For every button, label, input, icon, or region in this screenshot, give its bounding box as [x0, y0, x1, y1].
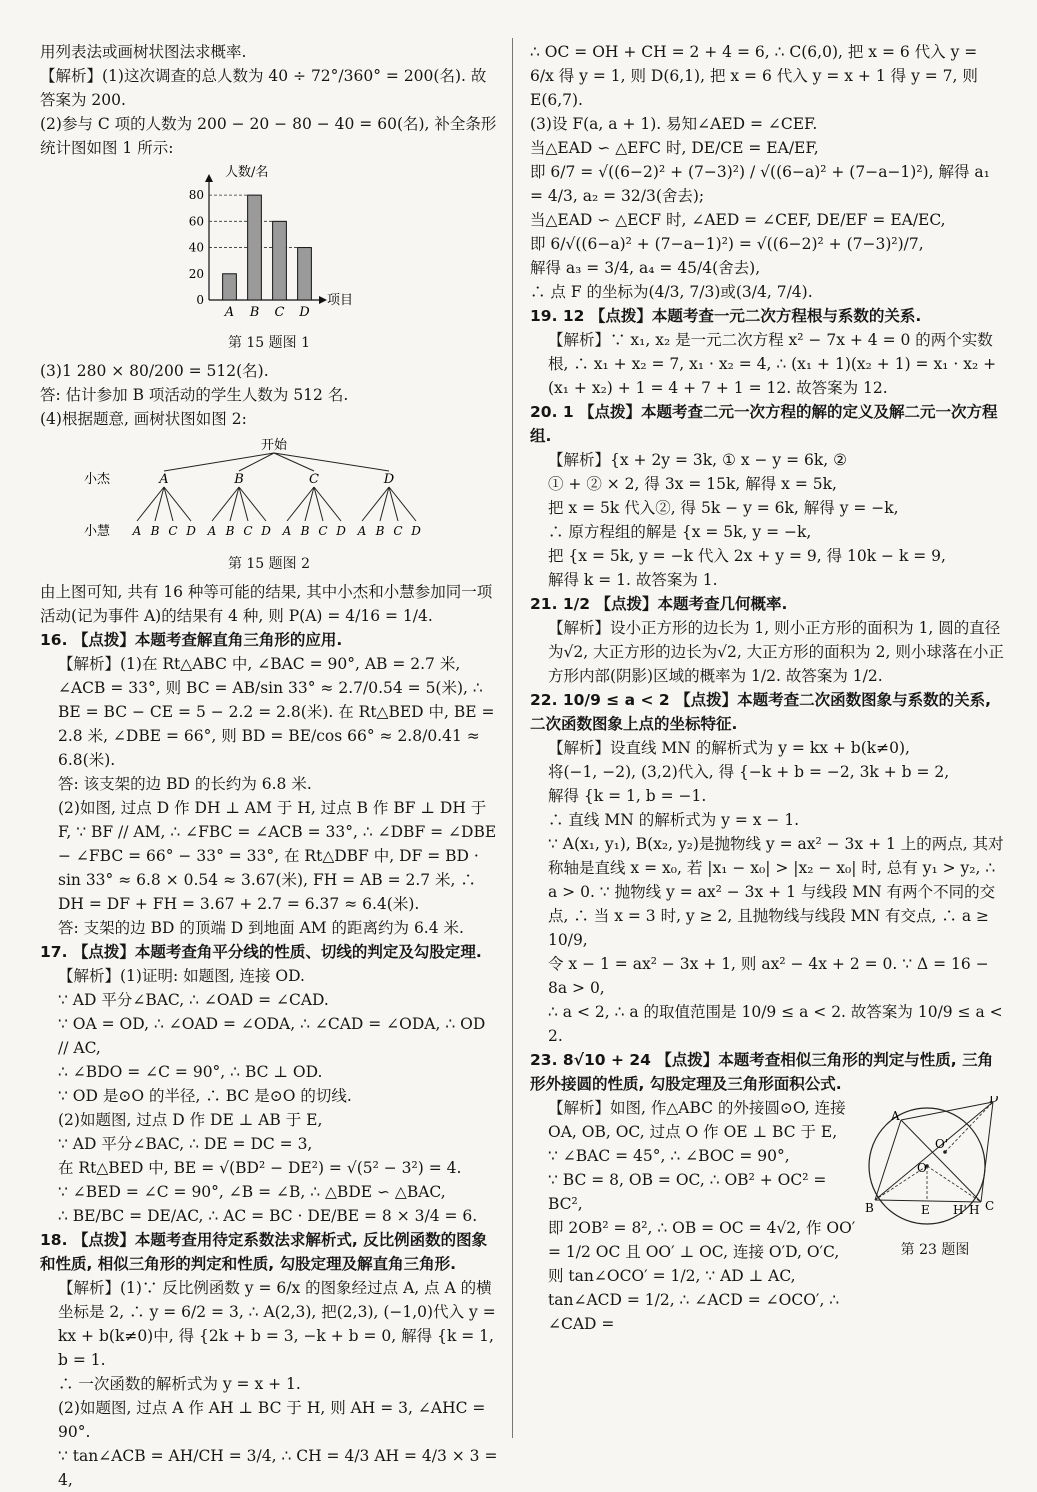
tree-node-level2: D: [336, 524, 346, 538]
text-line: 【解析】(1)∵ 反比例函数 y = 6/x 的图象经过点 A, 点 A 的横坐标是 2, ∴ y = 6/2 = 3, ∴ A(2,3), 把(2,3), (−1,0)代入 y = kx + b(k≠0)中, 得 {2k + b = 3, −k + b = 0, 解得 {k = 1, b = 1.: [58, 1279, 496, 1369]
x-tick-label: C: [274, 305, 285, 320]
label-d: D: [989, 1096, 999, 1105]
tree-node-level1: D: [383, 472, 395, 487]
tree-node-level1: C: [309, 472, 319, 487]
x-tick-label: D: [299, 305, 310, 320]
text-line: (2)如题图, 过点 A 作 AH ⊥ BC 于 H, 则 AH = 3, ∠AHC = 90°.: [58, 1399, 486, 1441]
text-line: 【解析】(1)证明: 如题图, 连接 OD.: [58, 967, 305, 985]
y-tick-label: 60: [188, 214, 204, 229]
y-tick-label: 40: [188, 240, 204, 255]
text-line: ∵ ∠BED = ∠C = 90°, ∠B = ∠B, ∴ △BDE ∽ △BAC,: [58, 1183, 446, 1201]
y-tick-label: 80: [188, 188, 204, 203]
column-divider: [512, 38, 513, 1438]
text-line: ∵ ∠BAC = 45°, ∴ ∠BOC = 90°,: [548, 1147, 790, 1165]
tree-node-level2: A: [282, 524, 292, 538]
bar-chart: [169, 164, 369, 324]
text-line: 答: 估计参加 B 项活动的学生人数为 512 名.: [40, 386, 349, 404]
text-line: ∵ OA = OD, ∴ ∠OAD = ∠ODA, ∴ ∠CAD = ∠ODA, ∴ OD // AC,: [58, 1015, 486, 1057]
left-column: [40, 40, 498, 1492]
text-line: 将(−1, −2), (3,2)代入, 得 {−k + b = −2, 3k + b = 2,: [548, 763, 950, 781]
tree-node-level2: C: [318, 524, 328, 538]
tree-node-level2: A: [357, 524, 367, 538]
text-line: ∴ OC = OH + CH = 2 + 4 = 6, ∴ C(6,0), 把 x = 6 代入 y = 6/x 得 y = 1, 则 D(6,1), 把 x = 6 代入 y = x + 1 得 y = 7, 则 E(6,7).: [530, 43, 978, 109]
label-a: A: [891, 1109, 900, 1123]
tree-node-level2: C: [243, 524, 253, 538]
text-line: (2)参与 C 项的人数为 200 − 20 − 80 − 40 = 60(名), 补全条形统计图如图 1 所示:: [40, 115, 497, 157]
text-line: 用列表法或画树状图法求概率.: [40, 43, 247, 61]
text-line: 即 6/7 = √((6−2)² + (7−3)²) / √((6−a)² + (7−a−1)²), 解得 a₁ = 4/3, a₂ = 32/3(舍去);: [530, 163, 990, 205]
tree-node-level2: C: [168, 524, 178, 538]
tree-root: 开始: [260, 438, 288, 453]
geometry-figure: [865, 1096, 1005, 1262]
text-line: ∵ AD 平分∠BAC, ∴ DE = DC = 3,: [58, 1135, 313, 1153]
tree-node-level2: B: [300, 524, 310, 538]
segment-bc: [875, 1200, 981, 1202]
question-23-body: [530, 1096, 1005, 1336]
label-h-prime: H': [953, 1203, 967, 1217]
text-line: 解得 {k = 1, b = −1.: [548, 787, 707, 805]
text-line: 把 x = 5k 代入②, 得 5k − y = 6k, 解得 y = −k,: [548, 499, 899, 517]
y-axis-arrow: [205, 174, 213, 182]
tree-diagram: [74, 435, 464, 545]
question-23-header: 23. 8√10 + 24 【点拨】本题考查相似三角形的判定与性质, 三角形外接圆的性质, 勾股定理及三角形面积公式.: [530, 1051, 994, 1093]
bar-d: [298, 248, 312, 300]
segment-ad: [901, 1102, 993, 1120]
x-axis-label: 项目: [327, 293, 354, 308]
text-line: 【解析】如图, 作△ABC 的外接圆⊙O, 连接 OA, OB, OC, 过点 O 作 OE ⊥ BC 于 E,: [548, 1099, 846, 1141]
label-c: C: [985, 1199, 995, 1213]
text-line: ∴ 一次函数的解析式为 y = x + 1.: [58, 1375, 301, 1393]
text-line: 即 2OB² = 8², ∴ OB = OC = 4√2, 作 OO′ = 1/2 OC 且 OO′ ⊥ OC, 连接 O′D, O′C,: [548, 1219, 856, 1261]
text-line: (3)1 280 × 80/200 = 512(名).: [40, 362, 269, 380]
bar-b: [248, 195, 262, 300]
label-o: O: [917, 1161, 927, 1175]
text-line: ∴ 点 F 的坐标为(4/3, 7/3)或(3/4, 7/4).: [530, 283, 813, 301]
text-line: (3)设 F(a, a + 1). 易知∠AED = ∠CEF.: [530, 115, 818, 133]
question-23-text: [530, 1096, 860, 1336]
text-line: 当△EAD ∽ △ECF 时, ∠AED = ∠CEF, DE/EF = EA/EC,: [530, 211, 946, 229]
text-line: ∵ OD 是⊙O 的半径, ∴ BC 是⊙O 的切线.: [58, 1087, 352, 1105]
question-18-header: 18. 【点拨】本题考查用待定系数法求解析式, 反比例函数的图象和性质, 相似三角形的判定和性质, 勾股定理及解直角三角形.: [40, 1231, 488, 1273]
right-column: [530, 40, 1005, 1336]
tree-node-level1: A: [159, 472, 169, 487]
bar-chart-figure: [40, 164, 498, 355]
figure-caption: 第 23 题图: [900, 1242, 970, 1258]
text-line: 解得 k = 1. 故答案为 1.: [548, 571, 718, 589]
y-tick-label: 20: [188, 266, 204, 281]
text-line: 【解析】(1)在 Rt△ABC 中, ∠BAC = 90°, AB = 2.7 米, ∠ACB = 33°, 则 BC = AB/sin 33° ≈ 2.7/0.54 = 5(米), ∴ BE = BC − CE = 5 − 2.2 = 2.8(米). 在 Rt△BED 中, BE = 2.8 米, ∠DBE = 66°, 则 BD = BE/cos 66° ≈ 2.8/0.41 ≈ 6.8(米).: [58, 655, 495, 769]
figure-caption: 第 15 题图 2: [227, 556, 311, 572]
tree-node-level2: D: [261, 524, 271, 538]
tree-node-level2: C: [393, 524, 403, 538]
text-line: 当△EAD ∽ △EFC 时, DE/CE = EA/EF,: [530, 139, 819, 157]
text-line: ① + ② × 2, 得 3x = 15k, 解得 x = 5k,: [548, 475, 837, 493]
text-line: 【解析】设直线 MN 的解析式为 y = kx + b(k≠0),: [548, 739, 910, 757]
question-16-header: 16. 【点拨】本题考查解直角三角形的应用.: [40, 631, 343, 649]
text-line: 【解析】{x + 2y = 3k, ① x − y = 6k, ②: [548, 451, 848, 469]
question-21-header: 21. 1/2 【点拨】本题考查几何概率.: [530, 595, 788, 613]
text-line: ∴ 原方程组的解是 {x = 5k, y = −k,: [548, 523, 812, 541]
question-17-header: 17. 【点拨】本题考查角平分线的性质、切线的判定及勾股定理.: [40, 943, 482, 961]
label-h: H: [969, 1203, 980, 1217]
text-line: ∵ A(x₁, y₁), B(x₂, y₂)是抛物线 y = ax² − 3x + 1 上的两点, 其对称轴是直线 x = x₀, 若 |x₁ − x₀| > |x₂ − x₀| 时, 总有 y₁ > y₂, ∴ a > 0. ∵ 抛物线 y = ax² − 3x + 1 与线段 MN 有两个不同的交点, ∴ 当 x = 3 时, y ≥ 2, 且抛物线与线段 MN 有交点, ∴ a ≥ 10/9,: [548, 835, 1004, 949]
tree-node-level1: B: [234, 472, 244, 487]
segment-oc: [927, 1166, 981, 1202]
text-line: ∵ AD 平分∠BAC, ∴ ∠OAD = ∠CAD.: [58, 991, 329, 1009]
segment-ac: [901, 1120, 981, 1202]
question-19-header: 19. 12 【点拨】本题考查一元二次方程根与系数的关系.: [530, 307, 922, 325]
text-line: (2)如图, 过点 D 作 DH ⊥ AM 于 H, 过点 B 作 BF ⊥ DH 于 F, ∵ BF // AM, ∴ ∠FBC = ∠ACB = 33°, ∴ ∠DBF = ∠DBE − ∠FBC = 66° − 33° = 33°, 在 Rt△DBF 中, DF = BD · sin 33° ≈ 6.8 × 0.54 ≈ 3.67(米), FH = AB = 2.7 米, ∴ DH = DF + FH = 3.67 + 2.7 = 6.37 ≈ 6.4(米).: [58, 799, 497, 913]
text-line: 【解析】设小正方形的边长为 1, 则小正方形的面积为 1, 圆的直径为√2, 大正方形的边长为√2, 大正方形的面积为 2, 则小球落在小正方形内部(阴影)区域的概率为 1/2. 故答案为 1/2.: [548, 619, 1004, 685]
text-line: 解得 a₃ = 3/4, a₄ = 45/4(舍去),: [530, 259, 761, 277]
label-b: B: [865, 1201, 874, 1215]
figure-caption: 第 15 题图 1: [227, 335, 311, 351]
text-line: 【解析】∵ x₁, x₂ 是一元二次方程 x² − 7x + 4 = 0 的两个实数根, ∴ x₁ + x₂ = 7, x₁ · x₂ = 4, ∴ (x₁ + 1)(x₂ + 1) = x₁ · x₂ + (x₁ + x₂) + 1 = 4 + 7 + 1 = 12. 故答案为 12.: [548, 331, 997, 397]
label-e: E: [921, 1203, 930, 1217]
text-line: (4)根据题意, 画树状图如图 2:: [40, 410, 247, 428]
text-line: 把 {x = 5k, y = −k 代入 2x + y = 9, 得 10k − k = 9,: [548, 547, 946, 565]
y-axis-label: 人数/名: [225, 165, 269, 180]
tree-node-level2: B: [375, 524, 385, 538]
text-line: 即 6/√((6−a)² + (7−a−1)²) = √((6−2)² + (7−3)²)/7,: [530, 235, 924, 253]
x-tick-label: A: [224, 305, 235, 320]
text-line: 令 x − 1 = ax² − 3x + 1, 则 ax² − 4x + 2 = 0. ∵ Δ = 16 − 8a > 0,: [548, 955, 989, 997]
tree-node-level2: D: [186, 524, 196, 538]
tree-node-level2: A: [132, 524, 142, 538]
text-line: ∵ BC = 8, OB = OC, ∴ OB² + OC² = BC²,: [548, 1171, 827, 1213]
tree-node-level2: B: [150, 524, 160, 538]
text-line: 答: 支架的边 BD 的顶端 D 到地面 AM 的距离约为 6.4 米.: [58, 919, 464, 937]
text-line: ∴ BE/BC = DE/AC, ∴ AC = BC · DE/BE = 8 × 3/4 = 6.: [58, 1207, 478, 1225]
x-tick-label: B: [249, 305, 260, 320]
tree-node-level2: B: [225, 524, 235, 538]
tree-node-level2: A: [207, 524, 217, 538]
y-tick-label: 0: [196, 293, 204, 307]
tree-level1-label: 小杰: [84, 472, 111, 487]
segment-ba: [875, 1120, 901, 1200]
text-line: ∴ a < 2, ∴ a 的取值范围是 10/9 ≤ a < 2. 故答案为 10/9 ≤ a < 2.: [548, 1003, 1003, 1045]
bar-c: [273, 221, 287, 300]
text-line: 【解析】(1)这次调查的总人数为 40 ÷ 72°/360° = 200(名). 故答案为 200.: [40, 67, 487, 109]
text-line: 答: 该支架的边 BD 的长约为 6.8 米.: [58, 775, 312, 793]
x-axis-arrow: [319, 296, 327, 304]
text-line: 在 Rt△BED 中, BE = √(BD² − DE²) = √(5² − 3²) = 4.: [58, 1159, 462, 1177]
bar-a: [223, 274, 237, 300]
label-o-prime: O': [935, 1137, 949, 1151]
text-line: ∴ 直线 MN 的解析式为 y = x − 1.: [548, 811, 800, 829]
tree-level2-label: 小慧: [84, 524, 111, 539]
text-line: ∴ ∠BDO = ∠C = 90°, ∴ BC ⊥ OD.: [58, 1063, 323, 1081]
question-20-header: 20. 1 【点拨】本题考查二元一次方程的解的定义及解二元一次方程组.: [530, 403, 998, 445]
tree-node-level2: D: [411, 524, 421, 538]
tree-diagram-figure: [40, 435, 498, 576]
tree-branch: [274, 453, 389, 471]
circle-geometry-diagram: [865, 1096, 1005, 1231]
text-line: ∵ tan∠ACB = AH/CH = 3/4, ∴ CH = 4/3 AH = 4/3 × 3 = 4,: [58, 1447, 498, 1489]
question-22-header: 22. 10/9 ≤ a < 2 【点拨】本题考查二次函数图象与系数的关系, 二次函数图象上点的坐标特征.: [530, 691, 991, 733]
text-line: 由上图可知, 共有 16 种等可能的结果, 其中小杰和小慧参加同一项活动(记为事件 A)的结果有 4 种, 则 P(A) = 4/16 = 1/4.: [40, 583, 493, 625]
text-line: (2)如题图, 过点 D 作 DE ⊥ AB 于 E,: [58, 1111, 323, 1129]
text-line: 则 tan∠OCO′ = 1/2, ∵ AD ⊥ AC, tan∠ACD = 1/2, ∴ ∠ACD = ∠OCO′, ∴ ∠CAD =: [548, 1267, 840, 1333]
